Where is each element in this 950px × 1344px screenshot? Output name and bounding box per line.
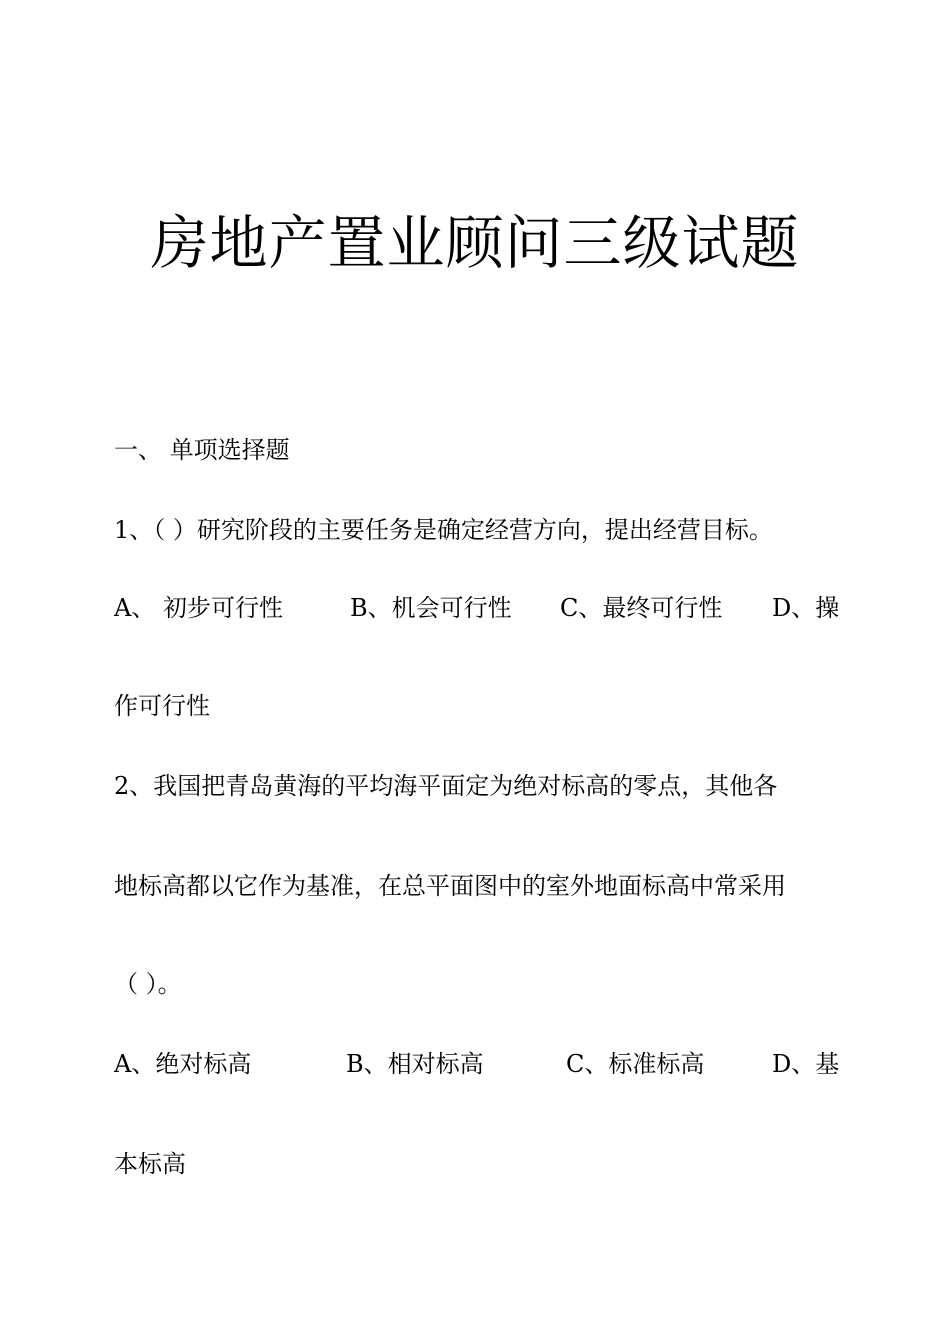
question-1-option-d-continuation: 作可行性: [114, 692, 210, 720]
document-title: 房地产置业顾问三级试题: [150, 209, 800, 277]
question-2-stem-line-2: 地标高都以它作为基准，在总平面图中的室外地面标高中常采用: [114, 872, 786, 900]
question-2-option-c: C、标准标高: [566, 1050, 705, 1078]
question-1-option-d: D、操: [772, 594, 840, 622]
question-1-option-a: A、 初步可行性: [114, 594, 283, 622]
question-1-options: [114, 592, 854, 624]
question-2-option-a: A、绝对标高: [114, 1050, 252, 1078]
question-1-stem: 1、（ ）研究阶段的主要任务是确定经营方向，提出经营目标。: [114, 516, 773, 544]
question-2-option-d: D、基: [772, 1050, 840, 1078]
question-2-option-d-continuation: 本标高: [114, 1150, 186, 1178]
question-1-option-c: C、最终可行性: [560, 594, 723, 622]
question-2-option-b: B、相对标高: [346, 1050, 484, 1078]
section-heading: 一、 单项选择题: [114, 436, 290, 464]
question-2-options: [114, 1048, 854, 1080]
question-2-stem-line-3: （ ）。: [114, 970, 182, 998]
question-1-option-b: B、机会可行性: [350, 594, 512, 622]
question-2-stem-line-1: 2、我国把青岛黄海的平均海平面定为绝对标高的零点，其他各: [114, 772, 778, 800]
